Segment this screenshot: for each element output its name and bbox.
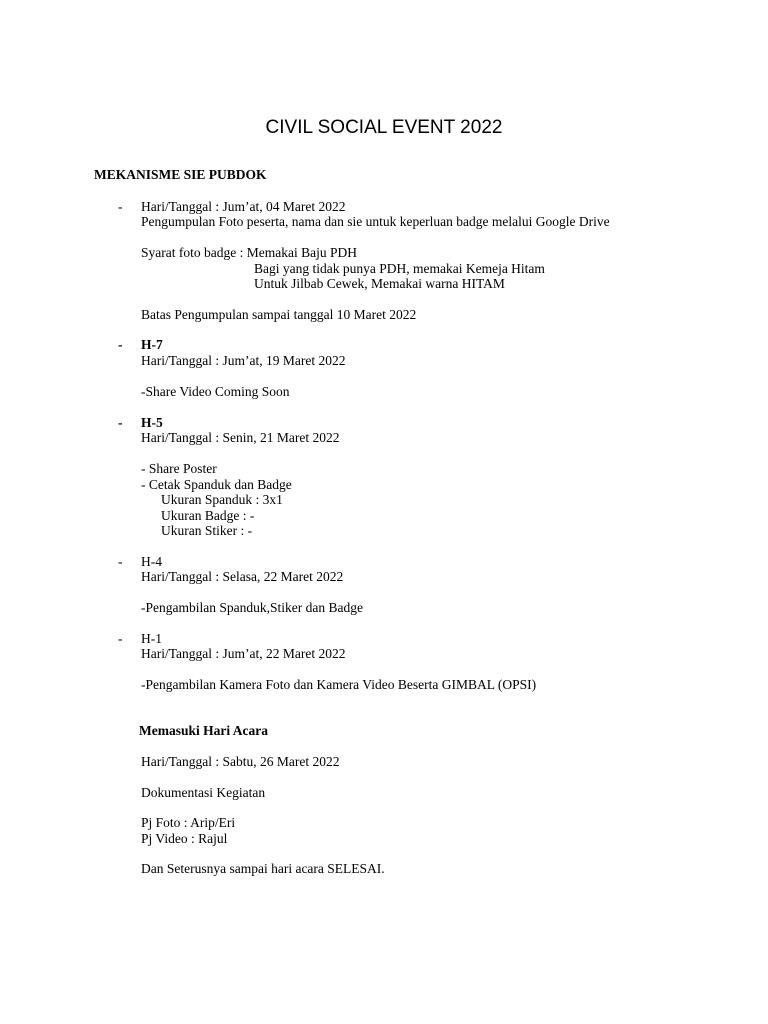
size-spec: Ukuran Spanduk : 3x1 bbox=[161, 492, 283, 507]
badge-photo-requirement: Syarat foto badge : Memakai Baju PDH bbox=[141, 245, 357, 260]
item-date: Hari/Tanggal : Jum’at, 22 Maret 2022 bbox=[141, 646, 346, 661]
bullet-dash: - bbox=[118, 337, 123, 352]
item-label: H-1 bbox=[141, 631, 162, 646]
pj-foto: Pj Foto : Arip/Eri bbox=[141, 815, 236, 830]
section-heading: MEKANISME SIE PUBDOK bbox=[94, 167, 267, 182]
size-spec: Ukuran Stiker : - bbox=[161, 523, 253, 538]
closing-note: Dan Seterusnya sampai hari acara SELESAI. bbox=[141, 861, 385, 876]
item-date: Hari/Tanggal : Senin, 21 Maret 2022 bbox=[141, 430, 340, 445]
bullet-dash: - bbox=[118, 199, 123, 214]
submission-deadline: Batas Pengumpulan sampai tanggal 10 Maret 2022 bbox=[141, 307, 417, 322]
item-task: -Share Video Coming Soon bbox=[141, 384, 290, 399]
event-day-activity: Dokumentasi Kegiatan bbox=[141, 785, 266, 800]
document-title: CIVIL SOCIAL EVENT 2022 bbox=[265, 117, 503, 138]
item-task: -Pengambilan Spanduk,Stiker dan Badge bbox=[141, 600, 363, 615]
item-label: H-5 bbox=[141, 415, 163, 430]
item-label: H-7 bbox=[141, 337, 163, 352]
badge-photo-requirement-line: Untuk Jilbab Cewek, Memakai warna HITAM bbox=[254, 276, 505, 291]
bullet-dash: - bbox=[118, 554, 123, 569]
bullet-dash: - bbox=[118, 415, 123, 430]
event-day-date: Hari/Tanggal : Sabtu, 26 Maret 2022 bbox=[141, 754, 340, 769]
event-day-heading: Memasuki Hari Acara bbox=[139, 723, 268, 738]
pj-video: Pj Video : Rajul bbox=[141, 831, 228, 846]
bullet-dash: - bbox=[118, 631, 123, 646]
size-spec: Ukuran Badge : - bbox=[161, 508, 255, 523]
item-date: Hari/Tanggal : Jum’at, 19 Maret 2022 bbox=[141, 353, 346, 368]
item-task: - Share Poster bbox=[141, 461, 217, 476]
badge-photo-requirement-line: Bagi yang tidak punya PDH, memakai Kemeja Hitam bbox=[254, 261, 545, 276]
item-task: - Cetak Spanduk dan Badge bbox=[141, 477, 292, 492]
item-label: H-4 bbox=[141, 554, 162, 569]
item-date: Hari/Tanggal : Jum’at, 04 Maret 2022 bbox=[141, 199, 346, 214]
item-task: -Pengambilan Kamera Foto dan Kamera Video Beserta GIMBAL (OPSI) bbox=[141, 677, 537, 692]
item-date: Hari/Tanggal : Selasa, 22 Maret 2022 bbox=[141, 569, 344, 584]
item-description: Pengumpulan Foto peserta, nama dan sie untuk keperluan badge melalui Google Drive bbox=[141, 214, 610, 229]
